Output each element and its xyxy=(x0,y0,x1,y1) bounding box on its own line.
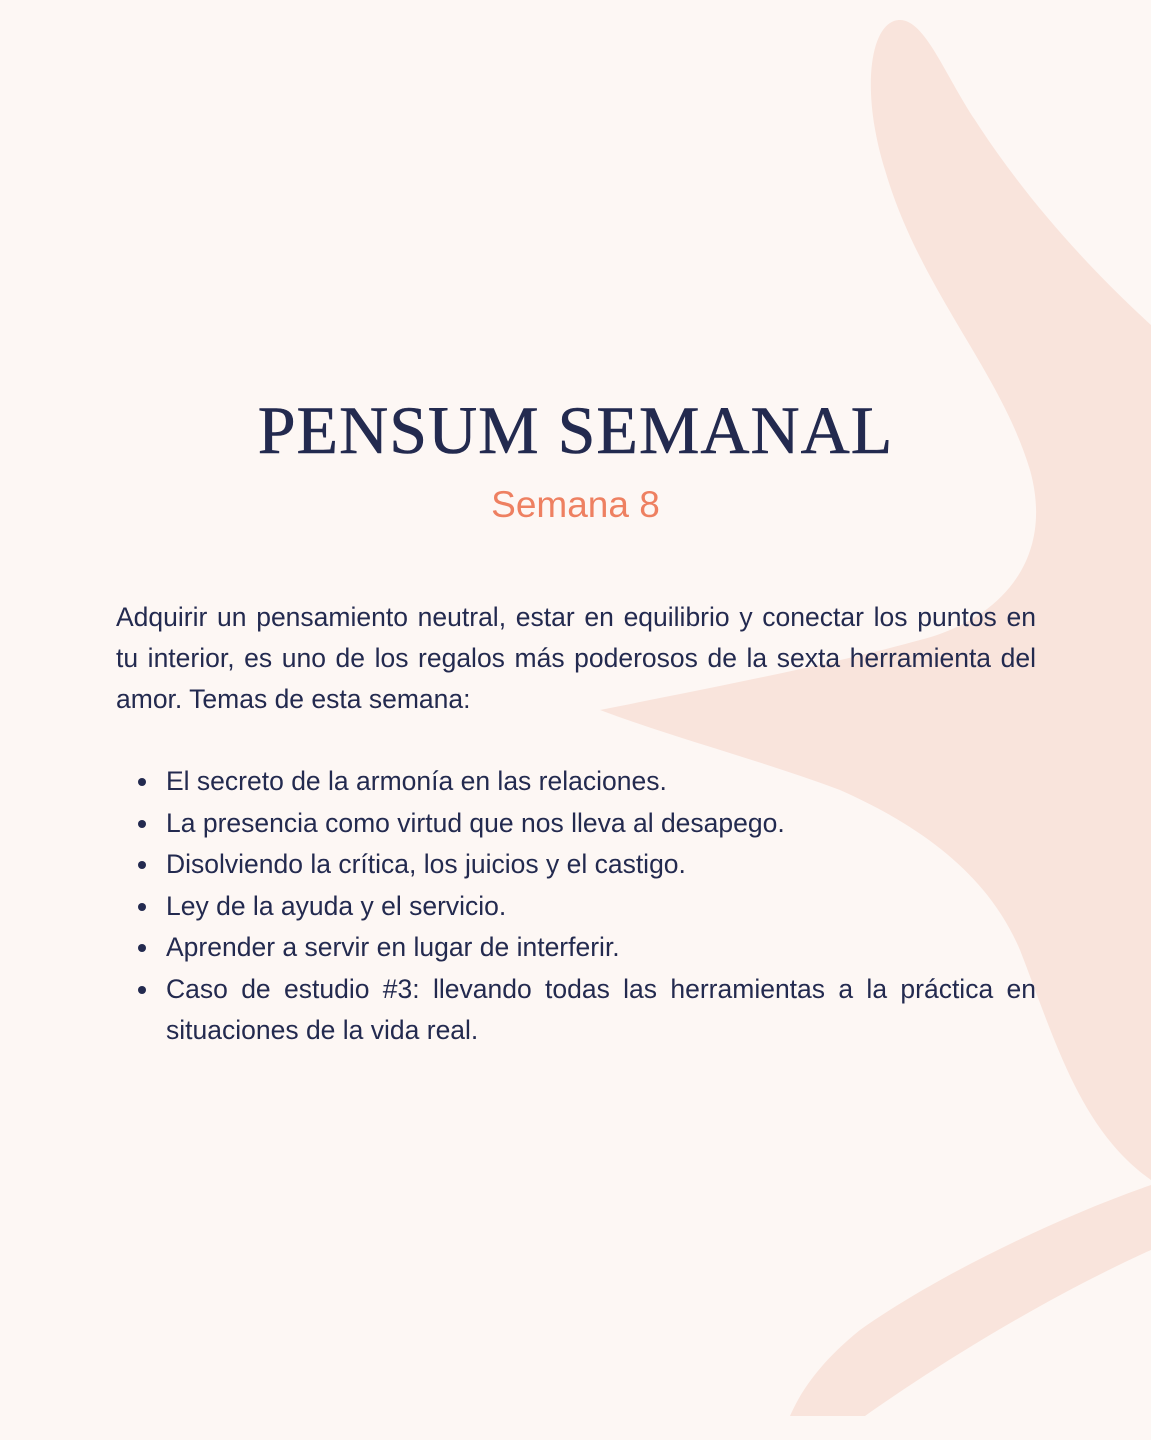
topic-text: Caso de estudio #3: llevando todas las herramientas a la práctica en situaciones de la vida real. xyxy=(166,973,1036,1045)
week-subtitle: Semana 8 xyxy=(491,484,660,525)
bullet-icon xyxy=(138,944,146,952)
bullet-icon xyxy=(138,778,146,786)
bullet-icon xyxy=(138,986,146,994)
topic-text: Aprender a servir en lugar de interferir. xyxy=(166,932,620,962)
list-item xyxy=(116,969,1036,1052)
intro-paragraph: Adquirir un pensamiento neutral, estar en equilibrio y conectar los puntos en tu interior, es uno de los regalos más poderosos de la sexta herramienta del amor. Temas de esta semana: xyxy=(116,602,1036,714)
bullet-icon xyxy=(138,820,146,828)
page-title: PENSUM SEMANAL xyxy=(257,392,894,468)
list-item xyxy=(116,761,1036,803)
bullet-icon xyxy=(138,903,146,911)
bullet-icon xyxy=(138,861,146,869)
topic-text: Ley de la ayuda y el servicio. xyxy=(166,890,507,921)
list-item xyxy=(116,844,1036,886)
list-item xyxy=(116,927,1036,969)
topic-text: La presencia como virtud que nos lleva al desapego. xyxy=(166,807,785,838)
topic-text: El secreto de la armonía en las relaciones. xyxy=(166,766,667,796)
list-item xyxy=(116,886,1036,928)
list-item xyxy=(116,803,1036,845)
topics-list xyxy=(116,761,1036,1052)
topic-text: Disolviendo la crítica, los juicios y el castigo. xyxy=(166,849,686,879)
